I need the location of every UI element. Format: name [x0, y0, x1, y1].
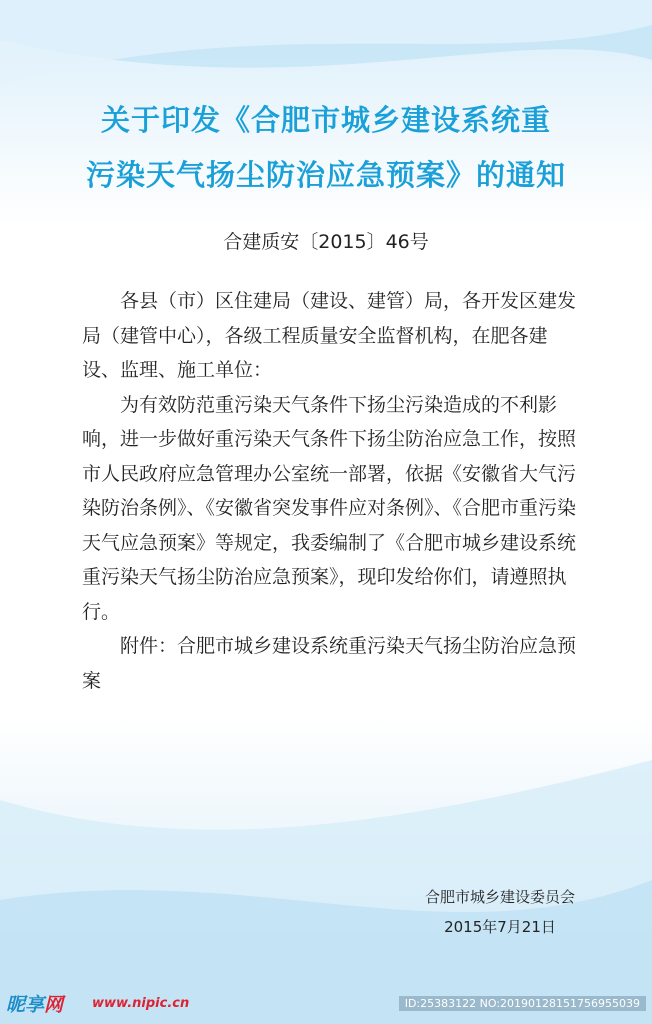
watermark-url: www.nipic.cn — [92, 996, 190, 1011]
attachment-paragraph: 附件：合肥市城乡建设系统重污染天气扬尘防治应急预案 — [82, 635, 577, 692]
addressee-paragraph: 各县（市）区住建局（建设、建管）局，各开发区建发局（建管中心），各级工程质量安全监督机构，在肥各建设、监理、施工单位： — [82, 290, 577, 381]
notice-title-line-2: 污染天气扬尘防治应急预案》的通知 — [85, 158, 566, 192]
watermark-logo: 昵享网 — [6, 994, 64, 1016]
main-paragraph: 为有效防范重污染天气条件下扬尘污染造成的不利影响，进一步做好重污染天气条件下扬尘防治应急工作，按照市人民政府应急管理办公室统一部署，依据《安徽省大气污染防治条例》、《安徽省突发事件应对条例》、《合肥市重污染天气应急预案》等规定，我委编制了《合肥市城乡建设系统重污染天气扬尘防治应急预案》，现印发给你们，请遵照执行。 — [82, 393, 577, 623]
watermark-id: ID:25383122 NO:20190128151756955039 — [399, 996, 646, 1011]
signature-date: 2015年7月21日 — [444, 918, 556, 936]
signature-organization: 合肥市城乡建设委员会 — [424, 888, 575, 906]
notice-title-line-1: 关于印发《合肥市城乡建设系统重 — [100, 103, 551, 137]
notice-body — [82, 284, 577, 698]
document-number: 合建质安〔2015〕46号 — [223, 231, 429, 253]
